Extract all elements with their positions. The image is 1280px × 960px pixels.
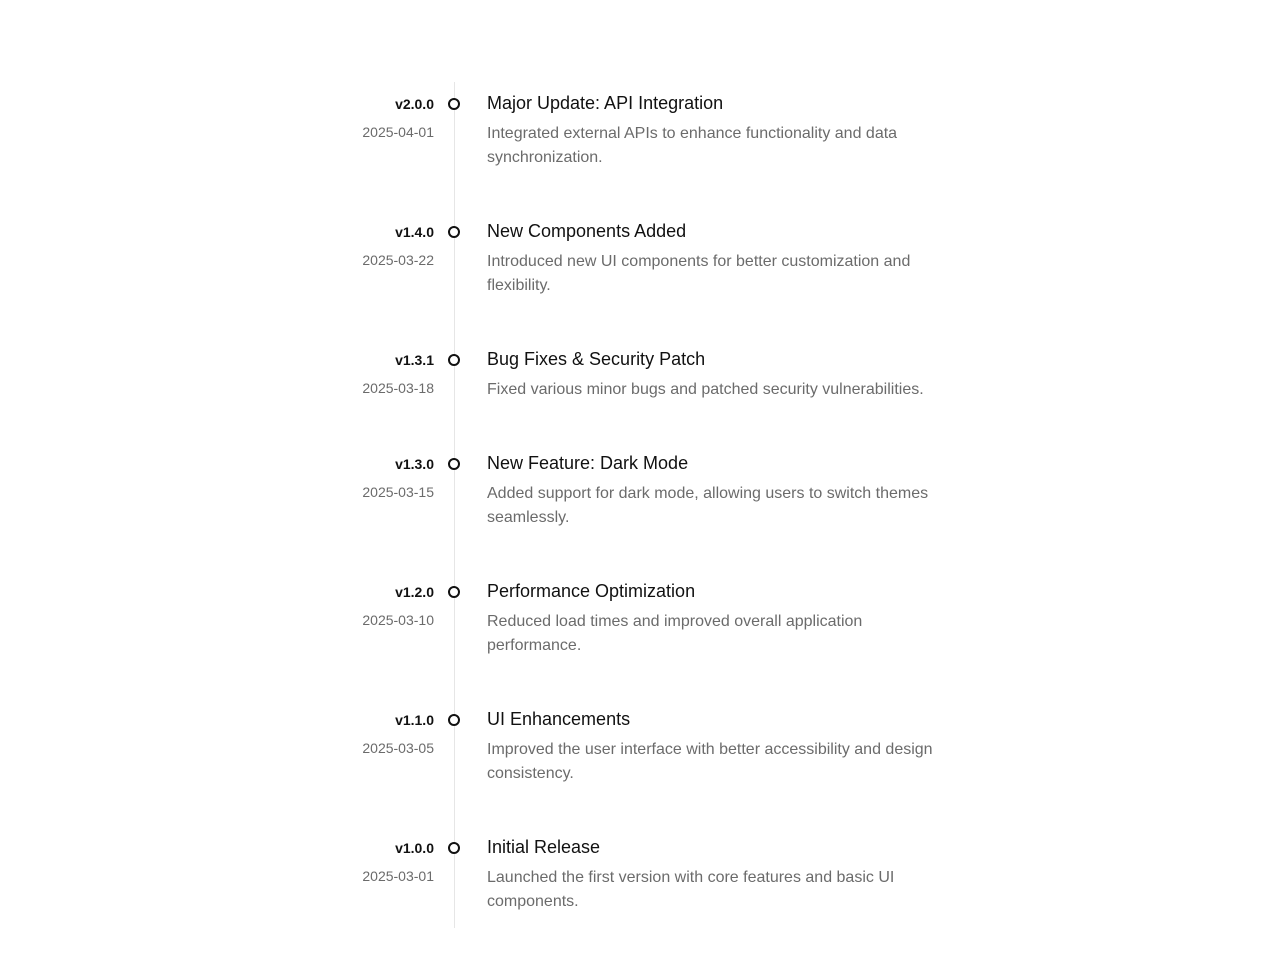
entry-meta — [294, 220, 434, 269]
entry-description: Integrated external APIs to enhance functionality and data synchronization. — [487, 125, 898, 166]
entry-meta — [294, 452, 434, 501]
entry-meta — [294, 92, 434, 141]
timeline-dot-icon — [448, 458, 460, 470]
entry-description: Launched the first version with core features and basic UI components. — [487, 869, 895, 910]
entry-title: Major Update: API Integration — [487, 93, 724, 113]
entry-title: UI Enhancements — [487, 709, 631, 729]
version-label: v1.2.0 — [395, 584, 434, 600]
version-label: v1.1.0 — [395, 712, 434, 728]
timeline-dot-icon — [448, 226, 460, 238]
entry-title: Performance Optimization — [487, 581, 696, 601]
release-date: 2025-03-10 — [362, 612, 434, 628]
entry-description: Fixed various minor bugs and patched security vulnerabilities. — [487, 381, 924, 398]
release-date: 2025-03-15 — [362, 484, 434, 500]
entry-content — [487, 580, 947, 658]
entry-description: Improved the user interface with better accessibility and design consistency. — [487, 741, 933, 782]
timeline-dot-icon — [448, 354, 460, 366]
release-date: 2025-03-01 — [362, 868, 434, 884]
entry-content — [487, 836, 947, 914]
version-label: v1.4.0 — [395, 224, 434, 240]
timeline-dot-icon — [448, 842, 460, 854]
entry-content — [487, 708, 947, 786]
timeline-line — [454, 82, 455, 928]
entry-meta — [294, 348, 434, 397]
entry-description: Added support for dark mode, allowing users to switch themes seamlessly. — [487, 485, 929, 526]
timeline-dot-icon — [448, 98, 460, 110]
entry-description: Introduced new UI components for better customization and flexibility. — [487, 253, 911, 294]
release-date: 2025-04-01 — [362, 124, 434, 140]
entry-content — [487, 220, 947, 298]
timeline-dot-icon — [448, 714, 460, 726]
entry-meta — [294, 580, 434, 629]
entry-content — [487, 92, 947, 170]
release-date: 2025-03-22 — [362, 252, 434, 268]
timeline-dot-icon — [448, 586, 460, 598]
release-date: 2025-03-18 — [362, 380, 434, 396]
entry-content — [487, 452, 947, 530]
entry-meta — [294, 708, 434, 757]
entry-content — [487, 348, 947, 402]
entry-meta — [294, 836, 434, 885]
release-date: 2025-03-05 — [362, 740, 434, 756]
entry-title: Initial Release — [487, 837, 601, 857]
version-label: v1.3.0 — [395, 456, 434, 472]
entry-description: Reduced load times and improved overall application performance. — [487, 613, 863, 654]
entry-title: New Feature: Dark Mode — [487, 453, 689, 473]
version-label: v1.0.0 — [395, 840, 434, 856]
entry-title: Bug Fixes & Security Patch — [487, 349, 706, 369]
entry-title: New Components Added — [487, 221, 687, 241]
version-label: v2.0.0 — [395, 96, 434, 112]
version-label: v1.3.1 — [395, 352, 434, 368]
